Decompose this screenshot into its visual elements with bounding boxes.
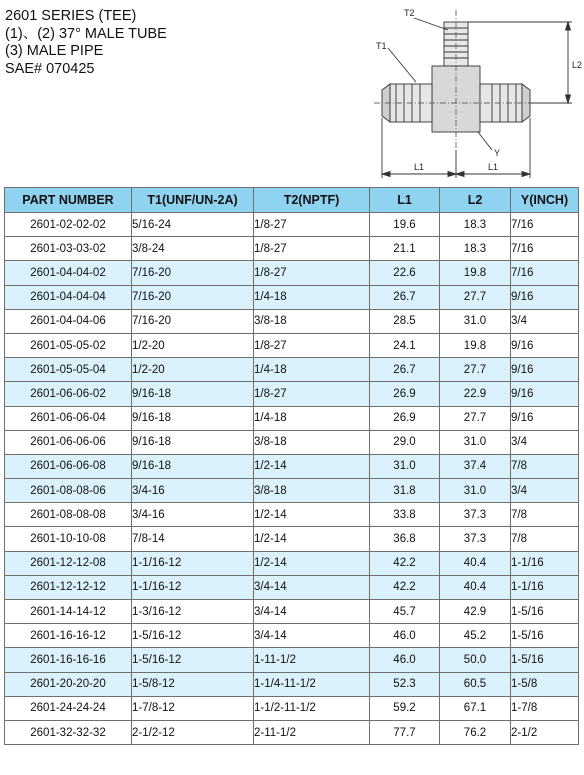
column-header-y: Y(INCH) <box>511 188 579 213</box>
t2-cell: 1/2-14 <box>254 551 370 575</box>
l1-cell: 26.9 <box>370 382 440 406</box>
l1-right-label: L1 <box>488 162 499 172</box>
t2-cell: 1/4-18 <box>254 406 370 430</box>
y-cell: 1-7/8 <box>511 696 579 720</box>
table-row <box>5 624 579 648</box>
l2-cell: 60.5 <box>440 672 511 696</box>
l2-cell: 27.7 <box>440 358 511 382</box>
table-row <box>5 261 579 285</box>
table-row <box>5 503 579 527</box>
l2-cell: 31.0 <box>440 430 511 454</box>
y-cell: 9/16 <box>511 382 579 406</box>
l2-cell: 19.8 <box>440 333 511 357</box>
t2-cell: 3/4-14 <box>254 600 370 624</box>
l2-cell: 37.3 <box>440 503 511 527</box>
t1-cell: 1-1/16-12 <box>132 575 254 599</box>
y-cell: 9/16 <box>511 285 579 309</box>
t1-cell: 7/16-20 <box>132 261 254 285</box>
y-cell: 1-5/16 <box>511 648 579 672</box>
table-row <box>5 600 579 624</box>
t1-cell: 3/4-16 <box>132 503 254 527</box>
l1-cell: 26.7 <box>370 358 440 382</box>
table-row <box>5 285 579 309</box>
part-number-cell: 2601-16-16-16 <box>5 648 132 672</box>
part-number-cell: 2601-08-08-06 <box>5 479 132 503</box>
y-cell: 7/8 <box>511 454 579 478</box>
part-number-cell: 2601-12-12-12 <box>5 575 132 599</box>
part-number-cell: 2601-02-02-02 <box>5 213 132 237</box>
t1-label: T1 <box>376 41 387 51</box>
l1-cell: 45.7 <box>370 600 440 624</box>
l2-cell: 27.7 <box>440 406 511 430</box>
table-row <box>5 648 579 672</box>
header <box>0 0 584 186</box>
part-number-cell: 2601-04-04-04 <box>5 285 132 309</box>
l1-cell: 77.7 <box>370 720 440 744</box>
t2-cell: 1/4-18 <box>254 285 370 309</box>
part-number-cell: 2601-16-16-12 <box>5 624 132 648</box>
part-number-cell: 2601-06-06-06 <box>5 430 132 454</box>
t2-cell: 1-1/2-11-1/2 <box>254 696 370 720</box>
table-row <box>5 479 579 503</box>
l1-cell: 42.2 <box>370 575 440 599</box>
t1-cell: 9/16-18 <box>132 406 254 430</box>
t1-cell: 2-1/2-12 <box>132 720 254 744</box>
part-number-cell: 2601-06-06-08 <box>5 454 132 478</box>
y-cell: 9/16 <box>511 358 579 382</box>
t2-cell: 3/8-18 <box>254 479 370 503</box>
l2-cell: 42.9 <box>440 600 511 624</box>
l1-left-label: L1 <box>414 162 425 172</box>
tube-description: (1)、(2) 37° MALE TUBE <box>5 25 167 42</box>
column-header-part-number: PART NUMBER <box>5 188 132 213</box>
y-cell: 1-5/8 <box>511 672 579 696</box>
l2-cell: 18.3 <box>440 213 511 237</box>
t1-cell: 1-3/16-12 <box>132 600 254 624</box>
y-cell: 3/4 <box>511 479 579 503</box>
part-number-cell: 2601-20-20-20 <box>5 672 132 696</box>
l2-cell: 67.1 <box>440 696 511 720</box>
y-cell: 3/4 <box>511 309 579 333</box>
specification-table <box>4 187 579 745</box>
table-row <box>5 720 579 744</box>
t2-cell: 1-11-1/2 <box>254 648 370 672</box>
l1-cell: 46.0 <box>370 624 440 648</box>
y-label: Y <box>494 148 501 158</box>
y-cell: 7/8 <box>511 503 579 527</box>
part-number-cell: 2601-12-12-08 <box>5 551 132 575</box>
l1-cell: 26.9 <box>370 406 440 430</box>
table-row <box>5 309 579 333</box>
part-number-cell: 2601-10-10-08 <box>5 527 132 551</box>
t1-cell: 7/16-20 <box>132 309 254 333</box>
t2-cell: 1/8-27 <box>254 261 370 285</box>
l2-label: L2 <box>572 60 583 70</box>
t2-cell: 1/2-14 <box>254 527 370 551</box>
l2-cell: 40.4 <box>440 575 511 599</box>
part-number-cell: 2601-05-05-04 <box>5 358 132 382</box>
t2-cell: 1-1/4-11-1/2 <box>254 672 370 696</box>
t1-cell: 9/16-18 <box>132 382 254 406</box>
series-title: 2601 SERIES (TEE) <box>5 8 137 24</box>
table-row <box>5 551 579 575</box>
l2-cell: 37.3 <box>440 527 511 551</box>
y-cell: 1-5/16 <box>511 600 579 624</box>
l1-cell: 46.0 <box>370 648 440 672</box>
l1-cell: 31.0 <box>370 454 440 478</box>
part-number-cell: 2601-32-32-32 <box>5 720 132 744</box>
l1-cell: 52.3 <box>370 672 440 696</box>
l2-cell: 27.7 <box>440 285 511 309</box>
pipe-description: (3) MALE PIPE <box>5 43 104 59</box>
y-cell: 3/4 <box>511 430 579 454</box>
t1-cell: 1-5/8-12 <box>132 672 254 696</box>
t1-cell: 5/16-24 <box>132 213 254 237</box>
column-header-t1: T1(UNF/UN-2A) <box>132 188 254 213</box>
l1-cell: 26.7 <box>370 285 440 309</box>
t1-cell: 7/16-20 <box>132 285 254 309</box>
table-row <box>5 406 579 430</box>
y-cell: 9/16 <box>511 406 579 430</box>
l1-cell: 28.5 <box>370 309 440 333</box>
l1-cell: 36.8 <box>370 527 440 551</box>
table-body <box>5 213 579 745</box>
tee-fitting-drawing <box>360 0 584 186</box>
l2-cell: 50.0 <box>440 648 511 672</box>
table-row <box>5 430 579 454</box>
l1-cell: 59.2 <box>370 696 440 720</box>
table-row <box>5 575 579 599</box>
y-cell: 1-1/16 <box>511 551 579 575</box>
column-header-t2: T2(NPTF) <box>254 188 370 213</box>
t1-cell: 1-5/16-12 <box>132 624 254 648</box>
y-cell: 2-1/2 <box>511 720 579 744</box>
y-cell: 7/16 <box>511 213 579 237</box>
part-number-cell: 2601-24-24-24 <box>5 696 132 720</box>
tee-fitting-svg <box>360 0 584 186</box>
table-row <box>5 333 579 357</box>
sae-number: SAE# 070425 <box>5 60 95 77</box>
part-number-cell: 2601-03-03-02 <box>5 237 132 261</box>
l1-cell: 19.6 <box>370 213 440 237</box>
column-header-l2: L2 <box>440 188 511 213</box>
part-number-cell: 2601-06-06-02 <box>5 382 132 406</box>
t2-cell: 1/8-27 <box>254 213 370 237</box>
l1-cell: 29.0 <box>370 430 440 454</box>
t1-cell: 1/2-20 <box>132 358 254 382</box>
t2-cell: 3/4-14 <box>254 575 370 599</box>
t1-cell: 7/8-14 <box>132 527 254 551</box>
l2-cell: 45.2 <box>440 624 511 648</box>
t1-cell: 3/8-24 <box>132 237 254 261</box>
t1-cell: 9/16-18 <box>132 430 254 454</box>
l2-cell: 19.8 <box>440 261 511 285</box>
table-row <box>5 382 579 406</box>
t2-cell: 3/4-14 <box>254 624 370 648</box>
title-block <box>5 8 167 78</box>
t2-cell: 3/8-18 <box>254 430 370 454</box>
part-number-cell: 2601-14-14-12 <box>5 600 132 624</box>
t2-cell: 1/4-18 <box>254 358 370 382</box>
l2-cell: 22.9 <box>440 382 511 406</box>
table-row <box>5 358 579 382</box>
part-number-cell: 2601-05-05-02 <box>5 333 132 357</box>
l1-cell: 33.8 <box>370 503 440 527</box>
table-row <box>5 213 579 237</box>
table-row <box>5 527 579 551</box>
t1-cell: 1/2-20 <box>132 333 254 357</box>
l2-cell: 31.0 <box>440 479 511 503</box>
l2-cell: 76.2 <box>440 720 511 744</box>
l1-cell: 31.8 <box>370 479 440 503</box>
t1-cell: 1-1/16-12 <box>132 551 254 575</box>
t1-cell: 1-5/16-12 <box>132 648 254 672</box>
t1-cell: 9/16-18 <box>132 454 254 478</box>
table-row <box>5 237 579 261</box>
y-cell: 7/16 <box>511 261 579 285</box>
t2-label: T2 <box>404 8 415 18</box>
t2-cell: 1/8-27 <box>254 237 370 261</box>
l1-cell: 24.1 <box>370 333 440 357</box>
t2-cell: 1/8-27 <box>254 382 370 406</box>
l2-cell: 37.4 <box>440 454 511 478</box>
part-number-cell: 2601-04-04-02 <box>5 261 132 285</box>
l1-cell: 21.1 <box>370 237 440 261</box>
table-row <box>5 454 579 478</box>
l2-cell: 31.0 <box>440 309 511 333</box>
l2-cell: 18.3 <box>440 237 511 261</box>
y-cell: 1-5/16 <box>511 624 579 648</box>
part-number-cell: 2601-06-06-04 <box>5 406 132 430</box>
t2-cell: 1/8-27 <box>254 333 370 357</box>
t1-cell: 3/4-16 <box>132 479 254 503</box>
t1-cell: 1-7/8-12 <box>132 696 254 720</box>
column-header-l1: L1 <box>370 188 440 213</box>
l1-cell: 42.2 <box>370 551 440 575</box>
table-row <box>5 672 579 696</box>
t2-cell: 3/8-18 <box>254 309 370 333</box>
t2-cell: 1/2-14 <box>254 503 370 527</box>
y-cell: 9/16 <box>511 333 579 357</box>
y-cell: 7/16 <box>511 237 579 261</box>
l1-cell: 22.6 <box>370 261 440 285</box>
part-number-cell: 2601-04-04-06 <box>5 309 132 333</box>
part-number-cell: 2601-08-08-08 <box>5 503 132 527</box>
table-row <box>5 696 579 720</box>
t2-cell: 1/2-14 <box>254 454 370 478</box>
y-cell: 7/8 <box>511 527 579 551</box>
y-cell: 1-1/16 <box>511 575 579 599</box>
l2-cell: 40.4 <box>440 551 511 575</box>
table-header-row <box>5 188 579 213</box>
t2-cell: 2-11-1/2 <box>254 720 370 744</box>
